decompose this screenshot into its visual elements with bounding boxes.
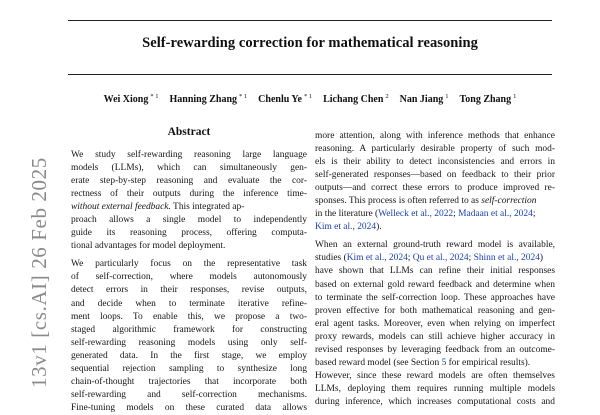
paper-title: Self-rewarding correction for mathematical reasoning (142, 35, 478, 51)
text-line: staged algorithmic framework for constructing (71, 324, 307, 335)
citation-link[interactable]: Welleck et al., 2022 (378, 209, 454, 220)
emphasis: self-correction (481, 196, 537, 207)
citation-link[interactable]: Kim et al., 2024 (315, 222, 377, 233)
text-line: proven effective for both mathematical reasoning and gen- (315, 305, 555, 316)
arxiv-stamp: 13v1 [cs.AI] 26 Feb 2025 (27, 157, 51, 388)
text-line: have shown that LLMs can refine their initial responses (315, 266, 555, 277)
text-line: sequential rejection sampling to synthesize long (71, 363, 307, 374)
text-line: without external feedback. This integrated ap- (71, 202, 245, 213)
text-line: erate step-by-step reasoning and evaluate the cor- (71, 176, 307, 187)
text-line: reasoning. A particularly desirable property of such mod- (315, 144, 555, 155)
citation-link[interactable]: Shinn et al., 2024 (473, 253, 540, 264)
text-line: els is their ability to detect inconsistencies and errors in (315, 157, 555, 168)
text-line: proxy rewards, models can still achieve higher accuracy in (315, 331, 555, 342)
text-line: and decide when to terminate iterative refine- (71, 298, 307, 309)
text-line: chain-of-thought trajectories that incorporate both (71, 376, 307, 387)
abstract-body (71, 149, 307, 415)
section-link[interactable]: 5 (441, 357, 447, 368)
author: Tong Zhang $^1$ (459, 93, 517, 105)
text-line: in the literature (Welleck et al., 2022; Madaan et al., 2024; (315, 209, 536, 220)
text-line: detect errors in their responses, revise outputs, (71, 285, 307, 296)
author: Lichang Chen $^2$ (323, 93, 389, 105)
text-line: proach allows a single model to independently (71, 215, 307, 226)
text-line: tional advantages for model deployment. (71, 241, 226, 252)
text-line: eral agent tasks. Moreover, even when relying on imperfect (315, 318, 555, 329)
author-list (60, 93, 560, 105)
text-line: rectness of their outputs during the inference time- (71, 189, 307, 200)
author: Wei Xiong $^{* 1}$ (103, 93, 159, 105)
text-line: generated data. In the first stage, we employ (71, 350, 307, 361)
title-top-rule (68, 20, 552, 21)
text-line: revised responses by leveraging feedback from an outcome- (315, 344, 555, 355)
author: Nan Jiang $^1$ (399, 93, 449, 105)
text-line: LLMs, deploying them requires running multiple models (315, 383, 555, 394)
text-line: more attention, along with inference methods that enhance (315, 131, 555, 141)
text-line: ment loops. To enable this, we propose a two- (71, 311, 307, 322)
title-bottom-rule (68, 74, 552, 75)
text-line: self-rewarding and self-correction mechanisms. (71, 389, 307, 400)
text-line: guide its reasoning process, offering computa- (71, 228, 307, 239)
text-line: based reward model (see Section 5 for empirical results). (315, 357, 531, 368)
text-line: sponses. This process is often referred to as self-correction (315, 196, 537, 207)
citation-link[interactable]: Madaan et al., 2024 (458, 209, 533, 220)
author: Chenlu Ye $^{* 1}$ (258, 93, 313, 105)
text-line: models (LLMs), which can simultaneously gen- (71, 163, 307, 174)
text-line: Kim et al., 2024). (315, 222, 382, 233)
emphasis: without external feedback. (71, 202, 171, 213)
author: Hanning Zhang $^{* 1}$ (169, 93, 248, 105)
text-line: Fine-tuning models on these curated data allows (71, 402, 307, 413)
text-line: based on external gold reward feedback and determine when (315, 279, 555, 290)
citation-link[interactable]: Kim et al., 2024 (346, 253, 408, 264)
intro-body (315, 130, 555, 409)
text-line: self-generated responses—based on feedback to their prior (315, 170, 555, 181)
text-line: We particularly focus on the representative task (71, 259, 307, 270)
text-line: studies (Kim et al., 2024; Qu et al., 2024; Shinn et al., 2024) (315, 253, 544, 264)
text-line: to terminate the self-correction loop. These approaches have (315, 292, 555, 303)
text-line: of self-correction, where models autonomously (71, 272, 307, 283)
text-line: self-rewarding reasoning models using only self- (71, 337, 307, 348)
text-line: However, since these reward models are often themselves (315, 370, 555, 381)
citation-link[interactable]: Qu et al., 2024 (412, 253, 469, 264)
text-line: When an external ground-truth reward model is available, (315, 240, 555, 251)
text-line: outputs—and correct these errors to produce improved re- (315, 183, 555, 194)
text-line: during inference, which increases computational costs and (315, 396, 555, 407)
abstract-heading: Abstract (167, 126, 211, 138)
text-line: We study self-rewarding reasoning large language (71, 150, 307, 160)
